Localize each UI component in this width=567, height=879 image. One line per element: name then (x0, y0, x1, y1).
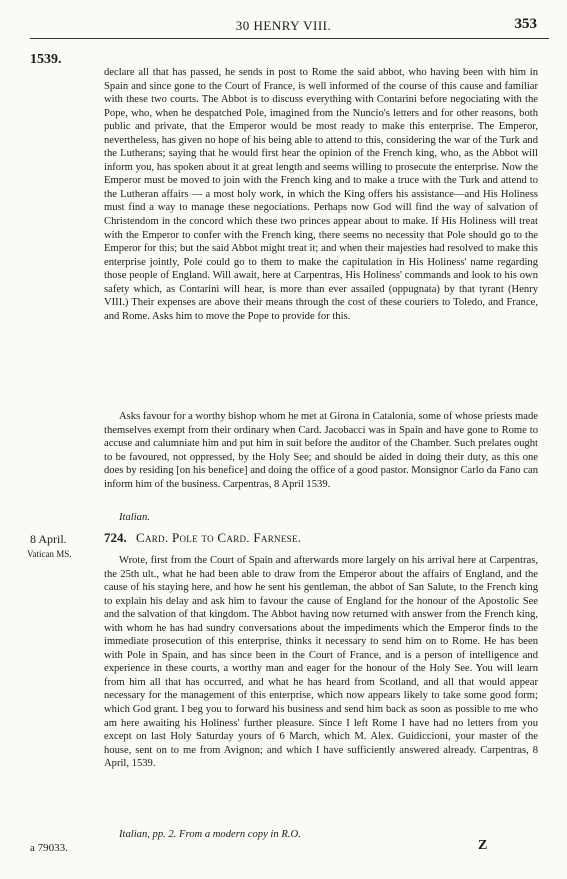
entry-language (104, 828, 538, 842)
letter-postscript (104, 410, 538, 491)
letter-body-text: declare all that has passed, he sends in post to Rome the said abbot, who having been with him in Spain and since gone to the Court of France, is well informed of the course of this cause and familiar with these two courts. The Abbot is to discuss everything with Contarini before negociating with the Pope, who, when he despatched Pole, imagined from the Nuncio's letters and for other reasons, both public and private, that the Emperor would be most ready to make this enterprise. The Emperor, nevertheless, has given no hope of his being able to attend to this, considering the war of the Turk and the Lutherans; saying that he would first hear the opinion of the French king, who, as the Abbot will inform you, has spoken about it at great length and seems willing to prosecute the enterprise. Now the Emperor must be moved to join with the French king and to make a truce with the Turk and attend to the Lutheran affairs — a most holy work, in which the King offers his assistance—and His Holiness must find a way to manage these negociations. Perhaps now God will find the way of salvation of Christendom in the concord which these two princes appear about to make. If His Holiness will treat with the Emperor to confer with the French king, there seems no necessity that Pole should go to the Emperor for this; but the said Abbot might treat it; and when their majesties had resolved to make this enterprise jointly, Pole could go to them to make the capitulation in His Holiness' name regarding those people of England. Will await, here at Carpentras, His Holiness' commands and look to his own safety which, as Contarini will hear, is more than ever assailed (oppugnata) by that tyrant (Henry VIII.) Their expenses are above their means through the cost of these couriers to Toledo, and France, and Rome. Asks him to move the Pope to provide for this. (104, 67, 538, 322)
letter-language-text: Italian. (119, 512, 150, 523)
page-number: 353 (514, 16, 537, 32)
letter-postscript-text: Asks favour for a worthy bishop whom he met at Girona in Catalonia, some of whose priests made themselves exempt from their ordinary when Card. Jacobacci was in Spain and have gone to Rome to accuse and calumniate him and put him in suit before the auditor of the Chamber. Such prelates ought to be favoured, not oppressed, by the Holy See; and should be aided in doing their duty, as this one does by residing [on his benefice] and doing the office of a good pastor. Monsignor Carlo da Fano can inform him of the business. Carpentras, 8 April 1539. (104, 411, 538, 490)
entry-date: 8 April. (30, 532, 67, 546)
entry-heading (104, 530, 538, 546)
entry-title: Card. Pole to Card. Farnese. (136, 530, 302, 545)
entry-language-text: Italian, pp. 2. From a modern copy in R.O. (119, 829, 301, 840)
entry-body-text: Wrote, first from the Court of Spain and afterwards more largely on his arrival here at Carpentras, the 25th ult., what he had been able to draw from the Emperor about the affairs of England, and the cause of his staying here, and how he sent his gentleman, the abbot of San Salute, to the French king to explain his delay and ask him to favour the cause of England for the honour of the Apostolic See and the salvation of that kingdom. The Abbot having now returned with answer from the French king, with whom he has had sundry conversations about the impediments which the Emperor finds to the immediate prosecution of this enterprise, thinks it necessary to send him on to Rome. He has been with Pole in Spain, and has since been in the Court of France, and is a person of intelligence and experience in these courts, a worthy man and eager for the honour of the Holy See. You will learn from him all that has occurred, and what he has heard from Scotland, and all that would appear necessary for the management of this enterprise, which now appears likely to take some good form; which God grant. I beg you to forward his business and send him back as soon as possible to me who am here awaiting his Holiness' further pleasure. Since I left Rome I have had no letters from you except on last Holy Saturday yours of 6 March, which M. Alex. Guidiccioni, your master of the house, sent on to me from Avignon; and which I have sufficiently answered already. Carpentras, 8 April, 1539. (104, 555, 538, 770)
gathering-mark: Z (478, 838, 488, 853)
margin-year: 1539. (30, 52, 62, 67)
printer-signature: a 79033. (30, 842, 68, 854)
letter-body (104, 66, 538, 323)
entry-number: 724. (104, 530, 127, 545)
running-title: 30 HENRY VIII. (235, 18, 332, 33)
header-rule (30, 38, 549, 39)
entry-source: Vatican MS. (27, 549, 72, 559)
letter-language (104, 511, 538, 525)
page-header (0, 0, 567, 40)
entry-body (104, 554, 538, 771)
